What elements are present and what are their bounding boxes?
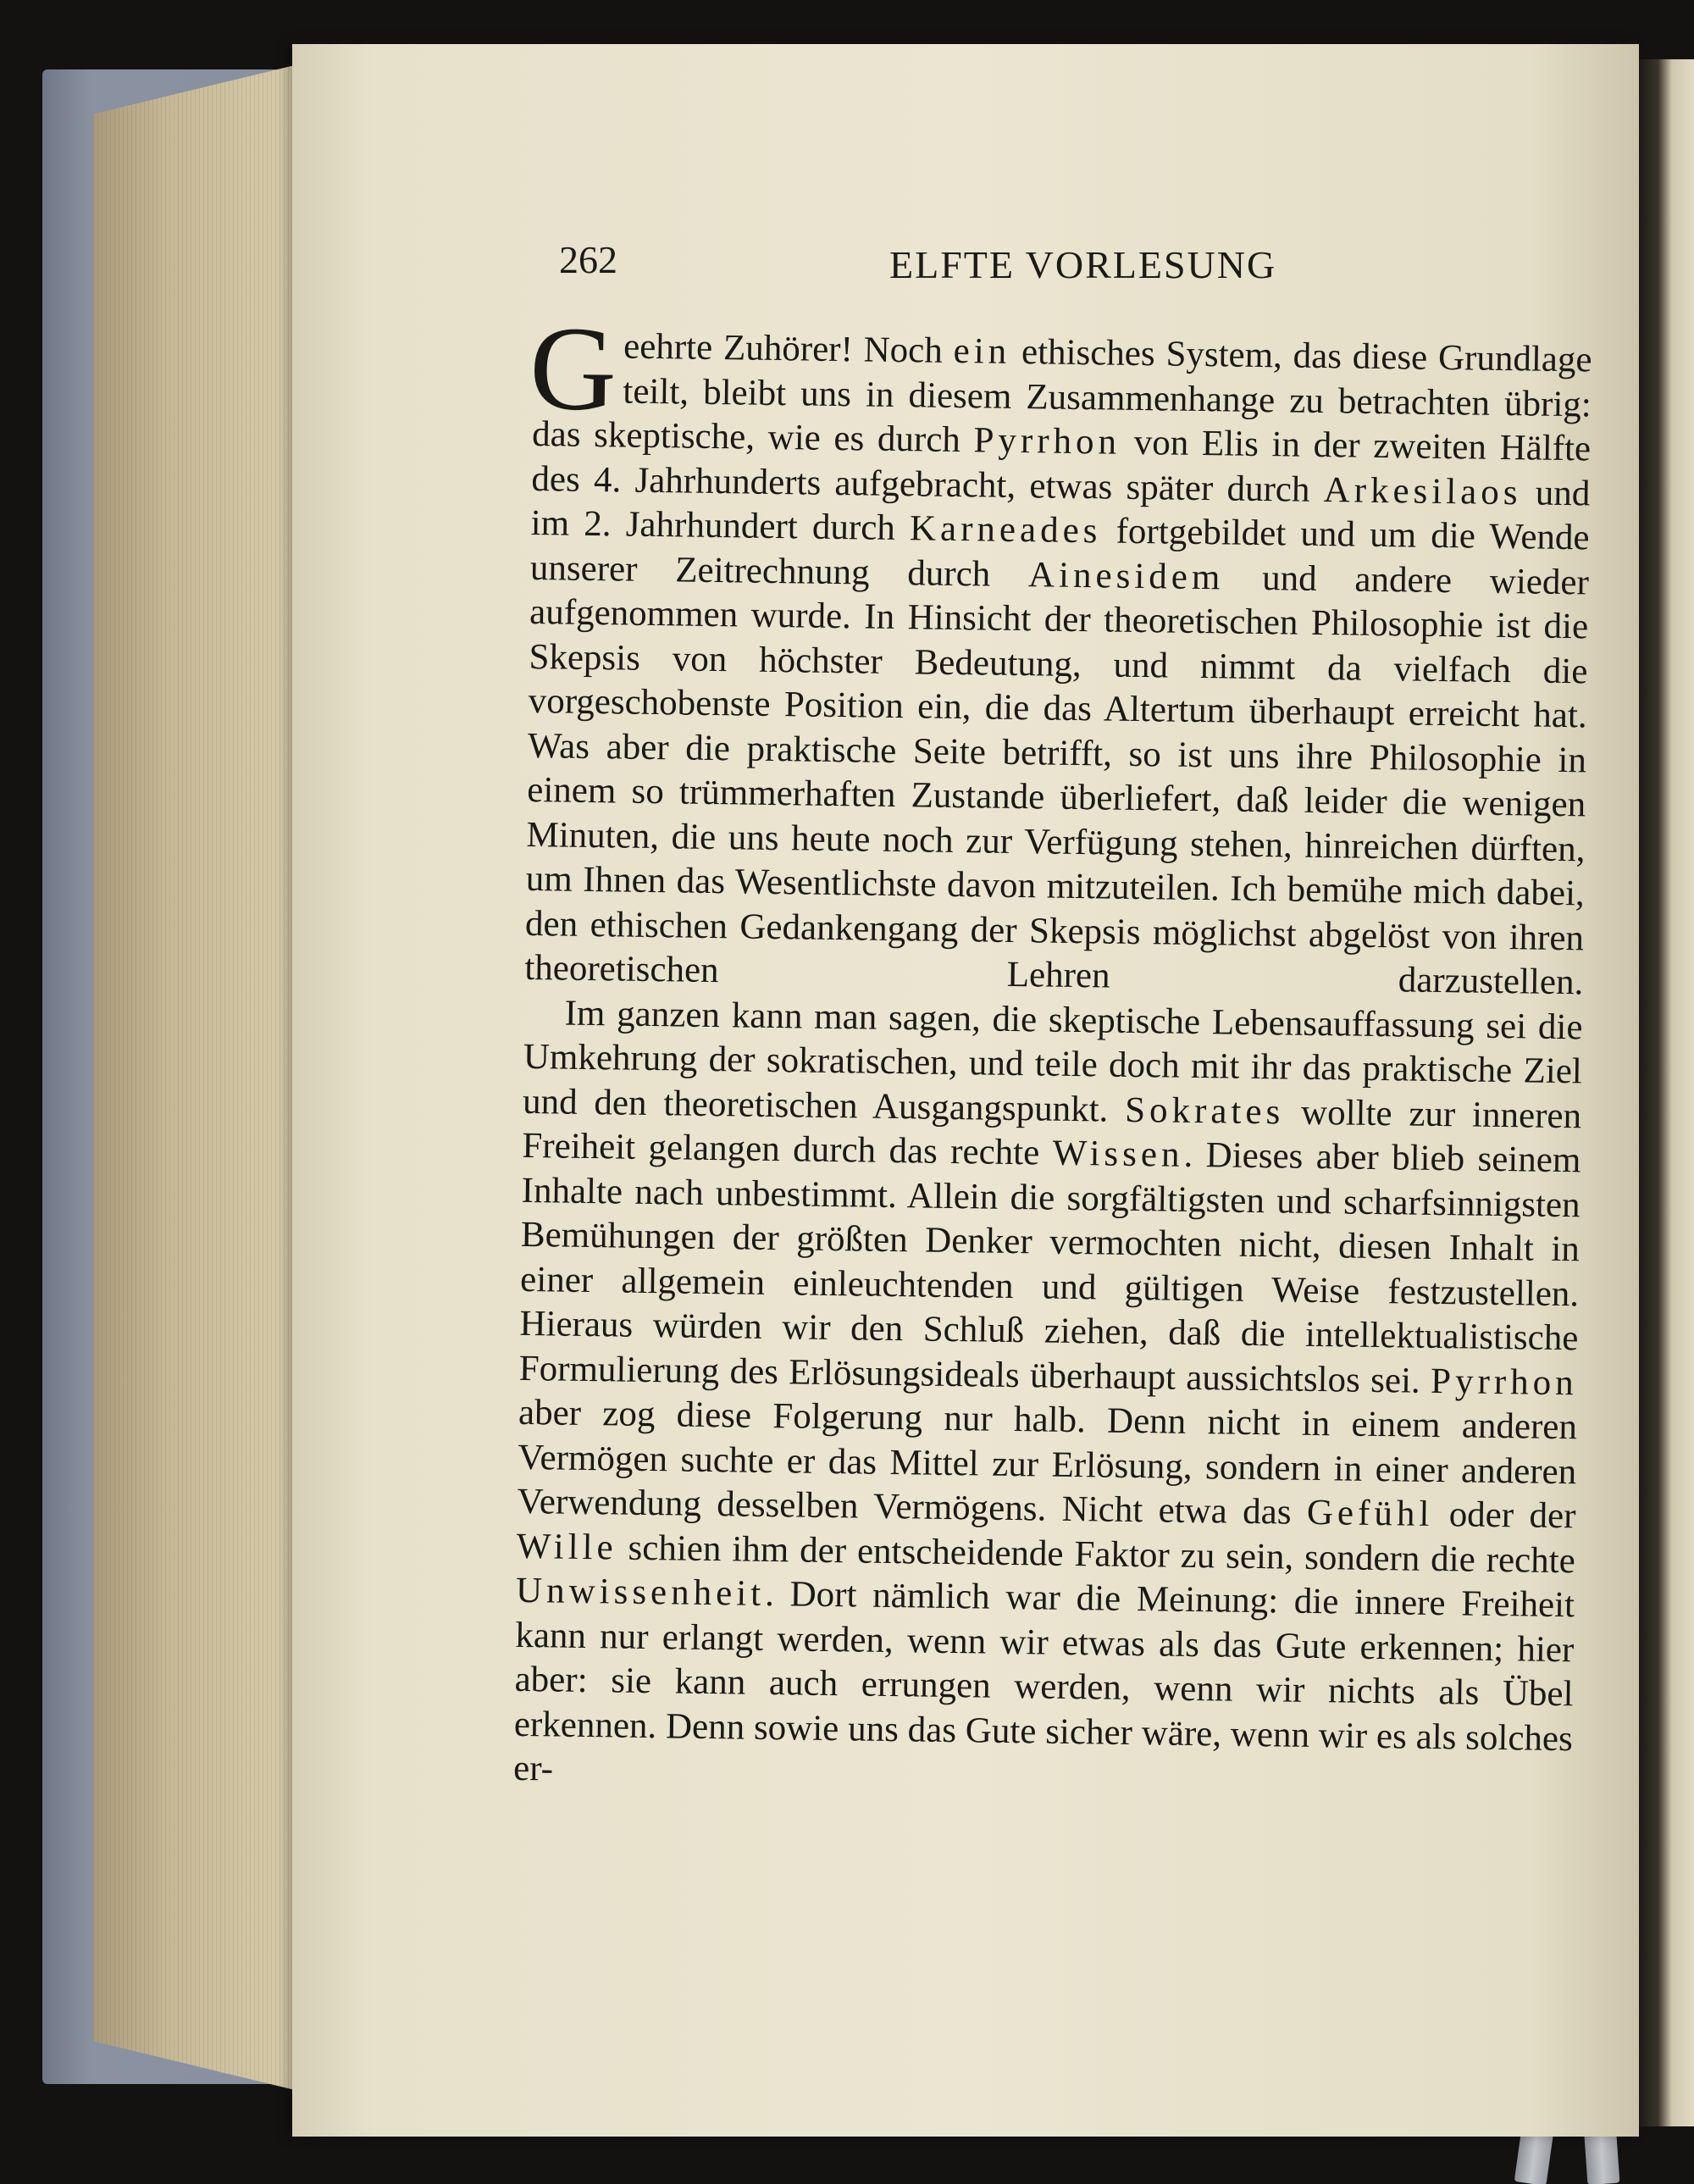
body-text — [512, 300, 1592, 1806]
text-run: und andere wieder aufgenommen wurde. In Hinsicht der theoretischen Philosophie ist die Skepsis von höchster Bedeutung, und nimmt da vielfach die vorgeschobenste Position ein, die das Altertum überhaupt erreicht hat. Was aber die praktische Seite betrifft, so ist uns ihre Philosophie in einem so trümmerhaften Zustande überliefert, daß leider die wenigen Minuten, die uns heute noch zur Verfügung stehen, hinreichen dürften, um Ihnen das Wesentlichste davon mitzuteilen. Ich bemühe mich dabei, den ethischen Gedankengang der Skepsis möglichst abgelöst von ihren theoretischen Lehren darzustellen. — [524, 557, 1590, 1003]
name-karneades: Karneades — [909, 508, 1102, 552]
name-arkesilaos: Arkesilaos — [1323, 469, 1522, 513]
name-ainesidem: Ainesidem — [1027, 554, 1225, 597]
text-run: eehrte Zuhörer! Noch — [623, 326, 955, 371]
drop-cap: G — [529, 300, 617, 436]
paragraph-2 — [513, 990, 1583, 1805]
text-run: oder der — [1433, 1494, 1576, 1537]
text-run: fortgebildet und um die Wende unserer Zeitrechnung durch — [529, 511, 1590, 595]
emphasis-spaced: ein — [953, 330, 1011, 372]
name-sokrates: Sokrates — [1124, 1089, 1285, 1132]
text-run: und im 2. Jahrhundert durch — [530, 472, 1591, 549]
text-run: schien ihm der entscheidende Faktor zu sein, sondern die rechte — [617, 1527, 1576, 1581]
emphasis-wille: Wille — [516, 1526, 617, 1568]
text-run: . Dort nämlich war die Meinung: die innere Freiheit kann nur erlangt werden, wenn wir etwas als das Gute erkennen; hier aber: sie kann auch errungen werden, wenn wir nichts als Übel erkennen. Denn sowie uns das Gute sicher wäre, wenn wir es als solches er- — [512, 1573, 1575, 1789]
text-run: wollte zur inneren Freiheit gelangen durch das rechte — [522, 1091, 1582, 1173]
chapter-title: ELFTE VORLESUNG — [889, 243, 1277, 286]
emphasis-gefuehl: Gefühl — [1306, 1492, 1434, 1534]
emphasis-unwissenheit: Unwissenheit — [515, 1570, 766, 1614]
page-number: 262 — [559, 238, 617, 281]
book-gutter — [1639, 59, 1694, 2126]
emphasis-wissen: Wissen — [1052, 1133, 1184, 1175]
name-pyrrhon: Pyrrhon — [1430, 1361, 1578, 1403]
book-page — [292, 44, 1639, 2137]
paragraph-1 — [524, 300, 1592, 1006]
name-pyrrhon: Pyrrhon — [973, 420, 1121, 463]
text-run: ethisches System, das diese Grundlage teilt, bleibt uns in diesem Zusammenhange zu betrachten übrig: das skeptische, wie es durch — [531, 331, 1592, 461]
text-run: . Dieses aber blieb seinem Inhalte nach unbestimmt. Allein die sorgfältigsten und scharfsinnigsten Bemühungen der größten Denker vermochten nicht, diesen Inhalt in einer allgemein einleuchtenden und gültigen Weise festzustellen. Hieraus würden wir den Schluß ziehen, daß die intellektualistische Formulierung des Erlösungsideals überhaupt aussichtslos sei. — [518, 1134, 1581, 1401]
text-run: von Elis in der zweiten Hälfte des 4. Jahrhunderts aufgebracht, etwas später durch — [531, 422, 1592, 510]
text-run: Im ganzen kann man sagen, die skeptische Lebensauffassung sei die Umkehrung der sokratischen, und teile doch mit ihr das praktische Ziel und den theoretischen Ausgangspunkt. — [522, 993, 1583, 1130]
text-run: aber zog diese Folgerung nur halb. Denn nicht in einem anderen Vermögen suchte er das Mittel zur Erlösung, sondern in einer anderen Verwendung desselben Vermögens. Nicht etwa das — [517, 1392, 1578, 1533]
